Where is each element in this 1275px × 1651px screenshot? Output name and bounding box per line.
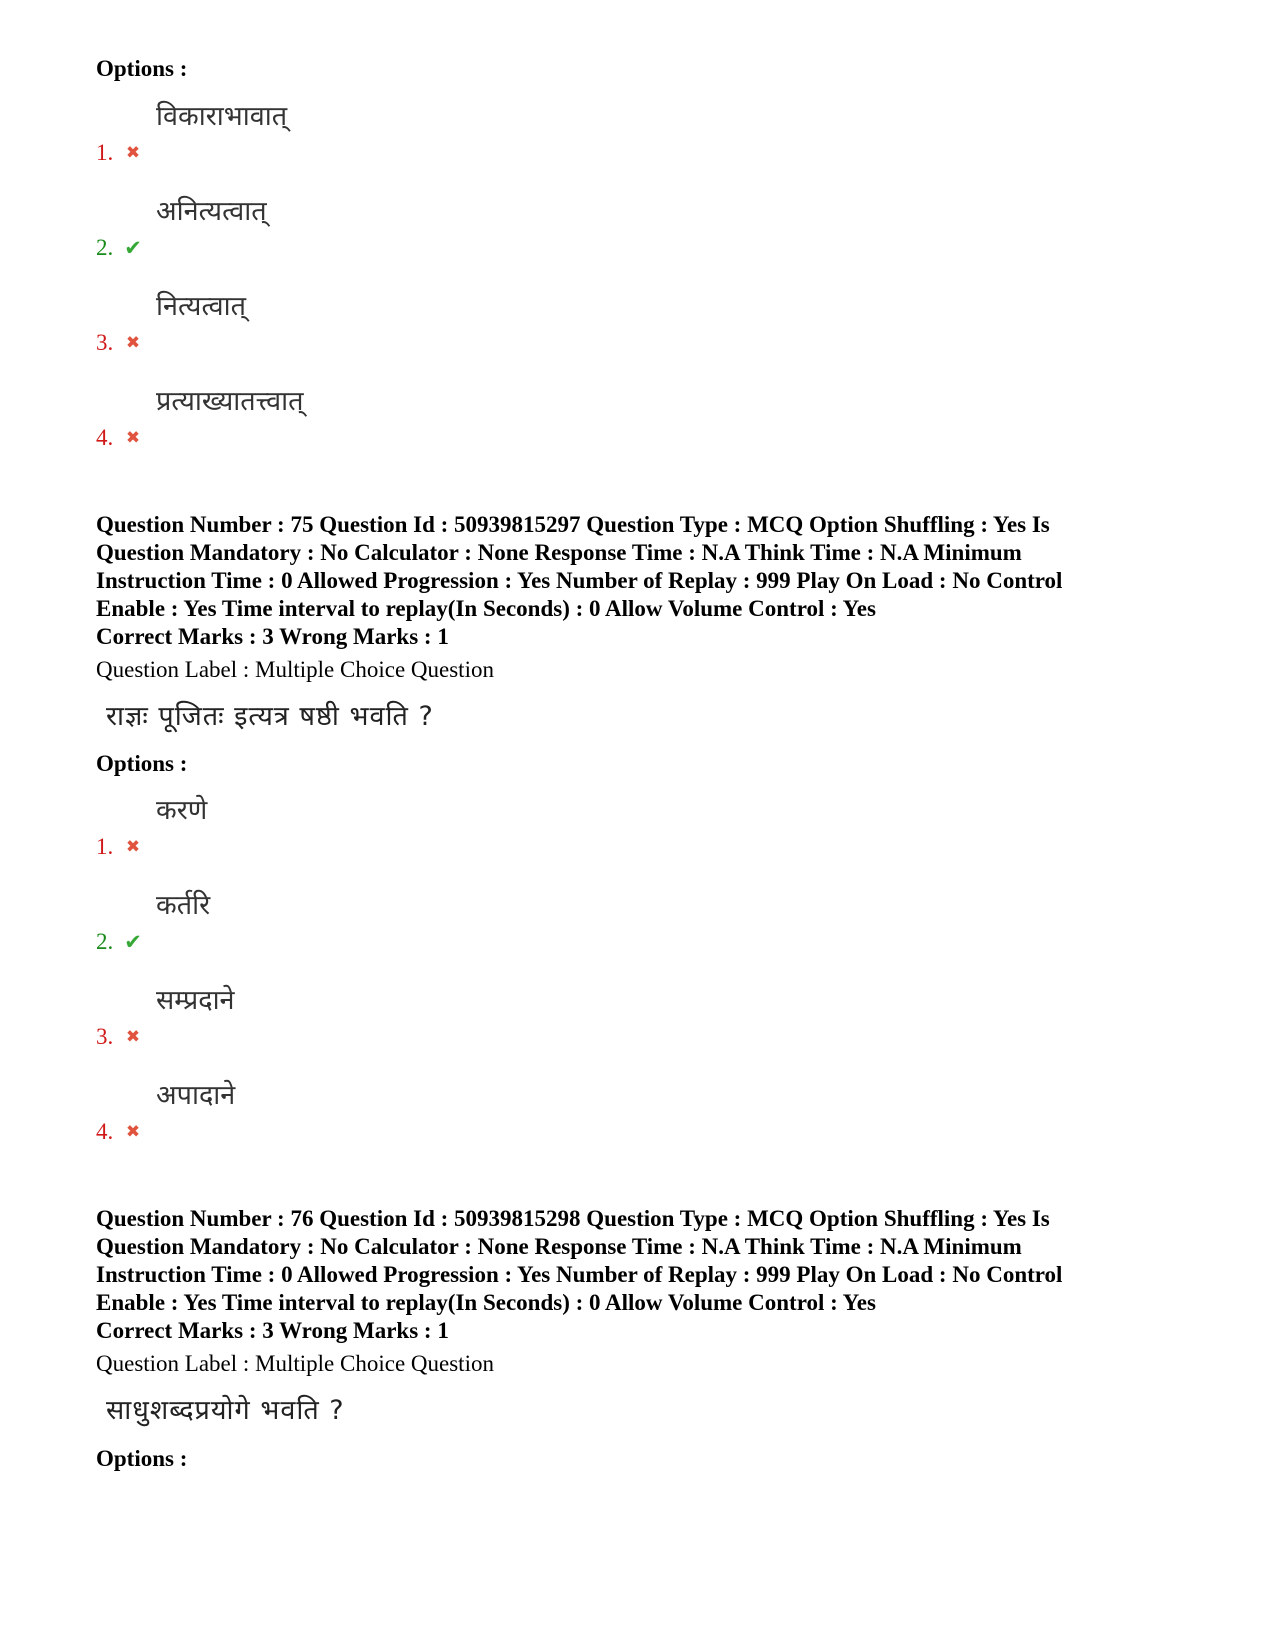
check-icon: ✔ xyxy=(124,236,142,260)
option-item xyxy=(96,885,596,955)
options-heading: Options : xyxy=(96,56,188,81)
option-item xyxy=(96,790,596,860)
option-text: विकाराभावात् xyxy=(156,101,288,132)
question-meta-line: Instruction Time : 0 Allowed Progression : Yes Number of Replay : 999 Play On Load : No Control xyxy=(96,568,1063,593)
question-meta xyxy=(96,511,1196,623)
question-meta-line: Question Number : 76 Question Id : 50939815298 Question Type : MCQ Option Shuffling : Yes Is xyxy=(96,1206,1050,1231)
option-number: 1. xyxy=(96,834,114,859)
cross-icon: ✖ xyxy=(125,837,141,857)
question-meta-line: Question Mandatory : No Calculator : None Response Time : N.A Think Time : N.A Minimum xyxy=(96,1234,1022,1259)
option-text: प्रत्याख्यातत्त्वात् xyxy=(156,386,304,417)
option-number: 3. xyxy=(96,330,114,355)
cross-icon: ✖ xyxy=(125,428,141,448)
options-heading: Options : xyxy=(96,751,188,776)
question-meta-line: Instruction Time : 0 Allowed Progression : Yes Number of Replay : 999 Play On Load : No Control xyxy=(96,1262,1063,1287)
question-meta xyxy=(96,1205,1196,1317)
question-text: राज्ञः पूजितः इत्यत्र षष्ठी भवति ? xyxy=(106,701,434,732)
question-marks: Correct Marks : 3 Wrong Marks : 1 xyxy=(96,624,449,649)
option-text: नित्यत्वात् xyxy=(156,291,247,322)
option-text: अनित्यत्वात् xyxy=(156,196,267,227)
option-item xyxy=(96,191,596,261)
question-meta-line: Question Mandatory : No Calculator : None Response Time : N.A Think Time : N.A Minimum xyxy=(96,540,1022,565)
option-number: 3. xyxy=(96,1024,114,1049)
option-number: 2. xyxy=(96,929,114,954)
option-item xyxy=(96,96,596,166)
option-item xyxy=(96,980,596,1050)
question-meta-line: Enable : Yes Time interval to replay(In Seconds) : 0 Allow Volume Control : Yes xyxy=(96,1290,876,1315)
cross-icon: ✖ xyxy=(125,333,141,353)
option-text: सम्प्रदाने xyxy=(156,985,235,1016)
question-marks: Correct Marks : 3 Wrong Marks : 1 xyxy=(96,1318,449,1343)
option-number: 4. xyxy=(96,425,114,450)
question-label: Question Label : Multiple Choice Question xyxy=(96,1351,494,1376)
option-item xyxy=(96,286,596,356)
option-number: 4. xyxy=(96,1119,114,1144)
question-text: साधुशब्दप्रयोगे भवति ? xyxy=(106,1395,345,1426)
question-meta-line: Enable : Yes Time interval to replay(In Seconds) : 0 Allow Volume Control : Yes xyxy=(96,596,876,621)
question-label: Question Label : Multiple Choice Question xyxy=(96,657,494,682)
cross-icon: ✖ xyxy=(125,1027,141,1047)
option-number: 1. xyxy=(96,140,114,165)
option-text: कर्तरि xyxy=(156,890,211,921)
cross-icon: ✖ xyxy=(125,1122,141,1142)
cross-icon: ✖ xyxy=(125,143,141,163)
options-heading: Options : xyxy=(96,1446,188,1471)
check-icon: ✔ xyxy=(124,930,142,954)
option-text: करणे xyxy=(156,795,208,826)
option-number: 2. xyxy=(96,235,114,260)
option-item xyxy=(96,381,596,451)
option-item xyxy=(96,1075,596,1145)
option-text: अपादाने xyxy=(156,1080,236,1111)
question-meta-line: Question Number : 75 Question Id : 50939815297 Question Type : MCQ Option Shuffling : Yes Is xyxy=(96,512,1050,537)
